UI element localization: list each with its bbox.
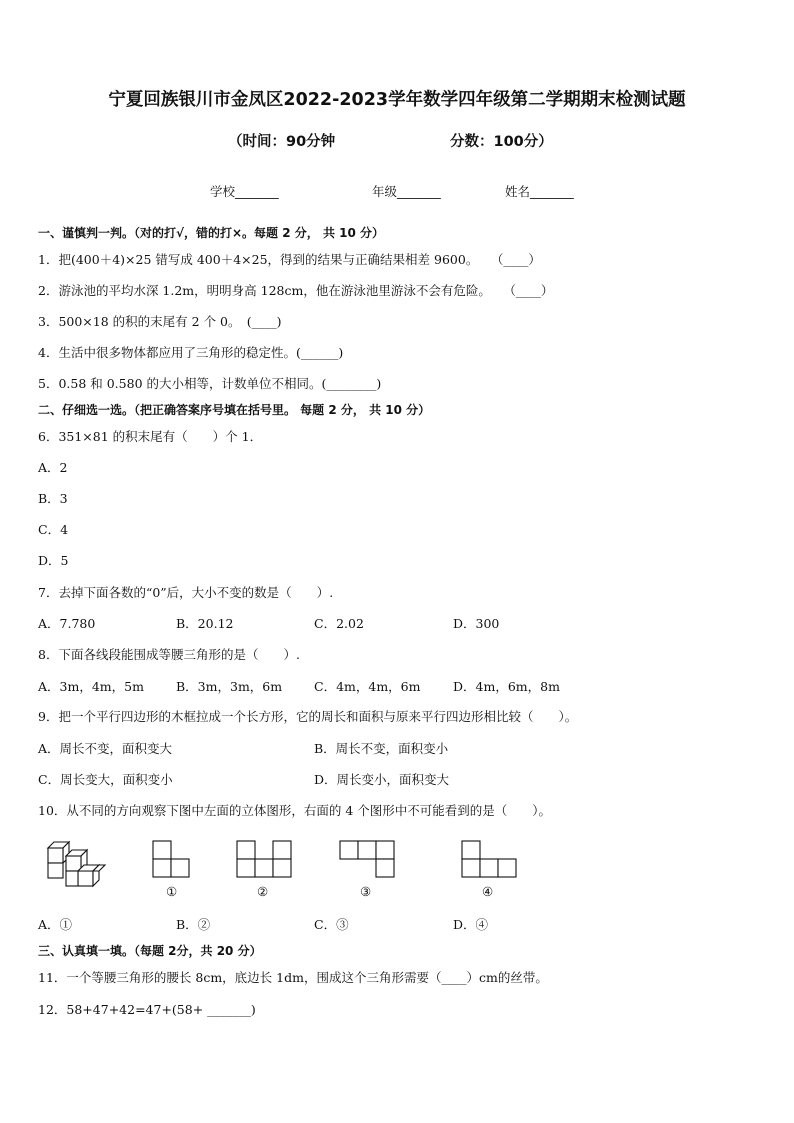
q9-option-b: B．周长不变，面积变小 — [314, 741, 449, 756]
view-label-4: ④ — [482, 884, 494, 899]
page-title: 宁夏回族银川市金凤区2022-2023学年数学四年级第二学期期末检测试题 — [108, 90, 686, 110]
question-7: 7．去掉下面各数的“0”后，大小不变的数是（ ）. — [38, 585, 334, 600]
q9-option-d: D．周长变小，面积变大 — [314, 772, 450, 787]
question-3: 3．500×18 的积的末尾有 2 个 0。 (____) — [38, 314, 282, 329]
q8-option-b: B．3m，3m，6m — [176, 679, 283, 694]
q6-option-a: A．2 — [38, 460, 68, 475]
question-5: 5．0.58 和 0.580 的大小相等，计数单位不相同。(________) — [38, 376, 382, 391]
q7-option-c: C．2.02 — [314, 616, 364, 631]
solid-cubes-figure — [42, 832, 112, 890]
q8-option-c: C．4m，4m，6m — [314, 679, 421, 694]
q8-option-d: D．4m，6m，8m — [453, 679, 560, 694]
question-2: 2．游泳池的平均水深 1.2m，明明身高 128cm，他在游泳池里游泳不会有危险。 （____） — [38, 283, 554, 298]
grade-field: 年级_______ — [372, 184, 441, 199]
q8-option-a: A．3m，4m，5m — [38, 679, 144, 694]
view-figure-1 — [152, 840, 192, 878]
q7-option-d: D．300 — [453, 616, 500, 631]
section-3-heading: 三、认真填一填。（每题 2分，共 20 分） — [38, 944, 262, 958]
section-1-heading: 一、谨慎判一判。（对的打√，错的打×。每题 2 分， 共 10 分） — [38, 226, 384, 240]
q7-option-a: A．7.780 — [38, 616, 96, 631]
question-9: 9．把一个平行四边形的木框拉成一个长方形，它的周长和面积与原来平行四边形相比较（ ）。 — [38, 709, 578, 724]
view-label-2: ② — [257, 884, 269, 899]
q10-option-c: C．③ — [314, 917, 349, 932]
name-field: 姓名_______ — [505, 184, 574, 199]
q6-option-b: B．3 — [38, 491, 68, 506]
exam-time: （时间：90分钟 — [228, 134, 336, 150]
q6-option-d: D．5 — [38, 553, 69, 568]
view-label-1: ① — [166, 884, 178, 899]
question-6: 6．351×81 的积末尾有（ ）个 1． — [38, 429, 263, 444]
q10-option-b: B．② — [176, 917, 211, 932]
question-11: 11．一个等腰三角形的腰长 8cm，底边长 1dm，围成这个三角形需要（____）cm的丝带。 — [38, 970, 548, 985]
view-figure-2 — [236, 840, 294, 878]
view-label-3: ③ — [360, 884, 372, 899]
question-4: 4．生活中很多物体都应用了三角形的稳定性。(______) — [38, 345, 344, 360]
question-12: 12．58+47+42=47+(58+ _______) — [38, 1002, 256, 1017]
q9-option-c: C．周长变大，面积变小 — [38, 772, 173, 787]
q6-option-c: C．4 — [38, 522, 69, 537]
q7-option-b: B．20.12 — [176, 616, 234, 631]
q10-option-a: A．① — [38, 917, 73, 932]
school-field: 学校_______ — [210, 184, 279, 199]
view-figure-4 — [461, 840, 519, 878]
section-2-heading: 二、仔细选一选。（把正确答案序号填在括号里。 每题 2 分， 共 10 分） — [38, 403, 431, 417]
question-10: 10．从不同的方向观察下图中左面的立体图形，右面的 4 个图形中不可能看到的是（ ）。 — [38, 803, 552, 818]
exam-score: 分数：100分） — [450, 134, 553, 150]
question-8: 8．下面各线段能围成等腰三角形的是（ ）. — [38, 647, 300, 662]
q10-option-d: D．④ — [453, 917, 489, 932]
question-1: 1．把(400＋4)×25 错写成 400＋4×25，得到的结果与正确结果相差 9600。 （____） — [38, 252, 541, 267]
view-figure-3 — [339, 840, 397, 878]
q9-option-a: A．周长不变，面积变大 — [38, 741, 173, 756]
